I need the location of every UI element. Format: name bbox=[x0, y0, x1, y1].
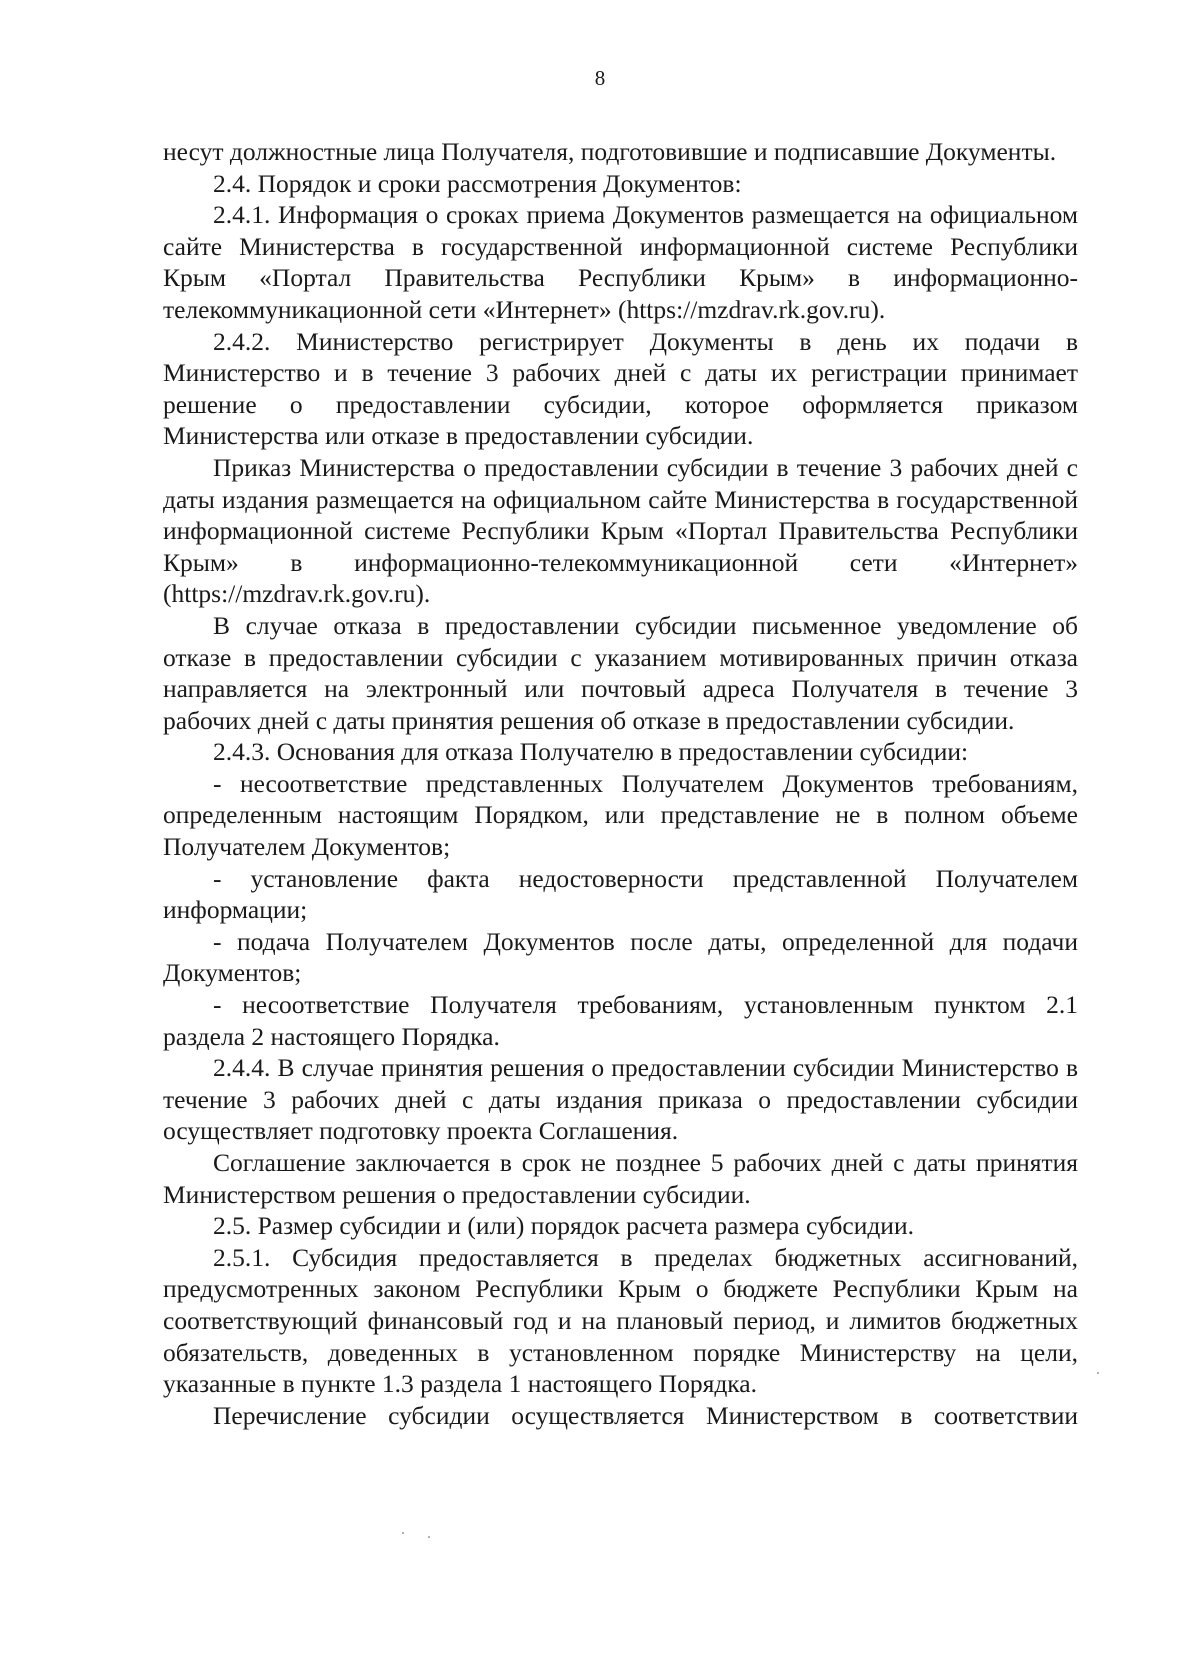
paragraph-2: 2.4. Порядок и сроки рассмотрения Документов: bbox=[213, 168, 742, 198]
scan-speck bbox=[402, 1532, 404, 1534]
document-body bbox=[163, 136, 1078, 1431]
paragraph-14: 2.5. Размер субсидии и (или) порядок расчета размера субсидии. bbox=[213, 1211, 914, 1241]
paragraph-10: - подача Получателем Документов после даты, определенной для подачи Документов; bbox=[163, 926, 1078, 988]
paragraph-8: - несоответствие представленных Получателем Документов требованиям, определенным настоящим Порядком, или представление не в полном объеме Получателем Документов; bbox=[163, 768, 1078, 862]
paragraph-4: 2.4.2. Министерство регистрирует Документы в день их подачи в Министерство и в течение 3 рабочих дней с даты их регистрации принимает решение о предоставлении субсидии, которое оформляется приказом Министерства или отказе в предоставлении субсидии. bbox=[163, 326, 1078, 451]
paragraph-16: Перечисление субсидии осуществляется Министерством в соответствии bbox=[213, 1400, 1078, 1430]
paragraph-9: - установление факта недостоверности представленной Получателем информации; bbox=[163, 863, 1078, 925]
paragraph-3: 2.4.1. Информация о сроках приема Документов размещается на официальном сайте Министерства в государственной информационной системе Республики Крым «Портал Правительства Республики Крым» в информационно-телекоммуникационной сети «Интернет» (https://mzdrav.rk.gov.ru). bbox=[163, 200, 1078, 324]
paragraph-12: 2.4.4. В случае принятия решения о предоставлении субсидии Министерство в течение 3 рабочих дней с даты издания приказа о предоставлении субсидии осуществляет подготовку проекта Соглашения. bbox=[163, 1053, 1078, 1146]
paragraph-6: В случае отказа в предоставлении субсидии письменное уведомление об отказе в предоставлении субсидии с указанием мотивированных причин отказа направляется на электронный или почтовый адреса Получателя в течение 3 рабочих дней с даты принятия решения об отказе в предоставлении субсидии. bbox=[163, 610, 1078, 735]
scan-speck bbox=[1097, 1372, 1099, 1374]
page-number: 8 bbox=[594, 66, 606, 90]
paragraph-11: - несоответствие Получателя требованиям, установленным пунктом 2.1 раздела 2 настоящего Порядка. bbox=[163, 990, 1078, 1051]
paragraph-15: 2.5.1. Субсидия предоставляется в пределах бюджетных ассигнований, предусмотренных законом Республики Крым о бюджете Республики Крым на соответствующий финансовый год и на плановый период, и лимитов бюджетных обязательств, доведенных в установленном порядке Министерству на цели, указанные в пункте 1.3 раздела 1 настоящего Порядка. bbox=[163, 1242, 1078, 1399]
paragraph-1: несут должностные лица Получателя, подготовившие и подписавшие Документы. bbox=[163, 137, 1057, 166]
paragraph-13: Соглашение заключается в срок не позднее 5 рабочих дней с даты принятия Министерством решения о предоставлении субсидии. bbox=[163, 1148, 1078, 1209]
paragraph-5: Приказ Министерства о предоставлении субсидии в течение 3 рабочих дней с даты издания размещается на официальном сайте Министерства в государственной информационной системе Республики Крым «Портал Правительства Республики Крым» в информационно-телекоммуникационной сети «Интернет» (https://mzdrav.rk.gov.ru). bbox=[163, 452, 1078, 609]
paragraph-7: 2.4.3. Основания для отказа Получателю в предоставлении субсидии: bbox=[213, 737, 969, 767]
scan-speck bbox=[428, 1536, 430, 1538]
